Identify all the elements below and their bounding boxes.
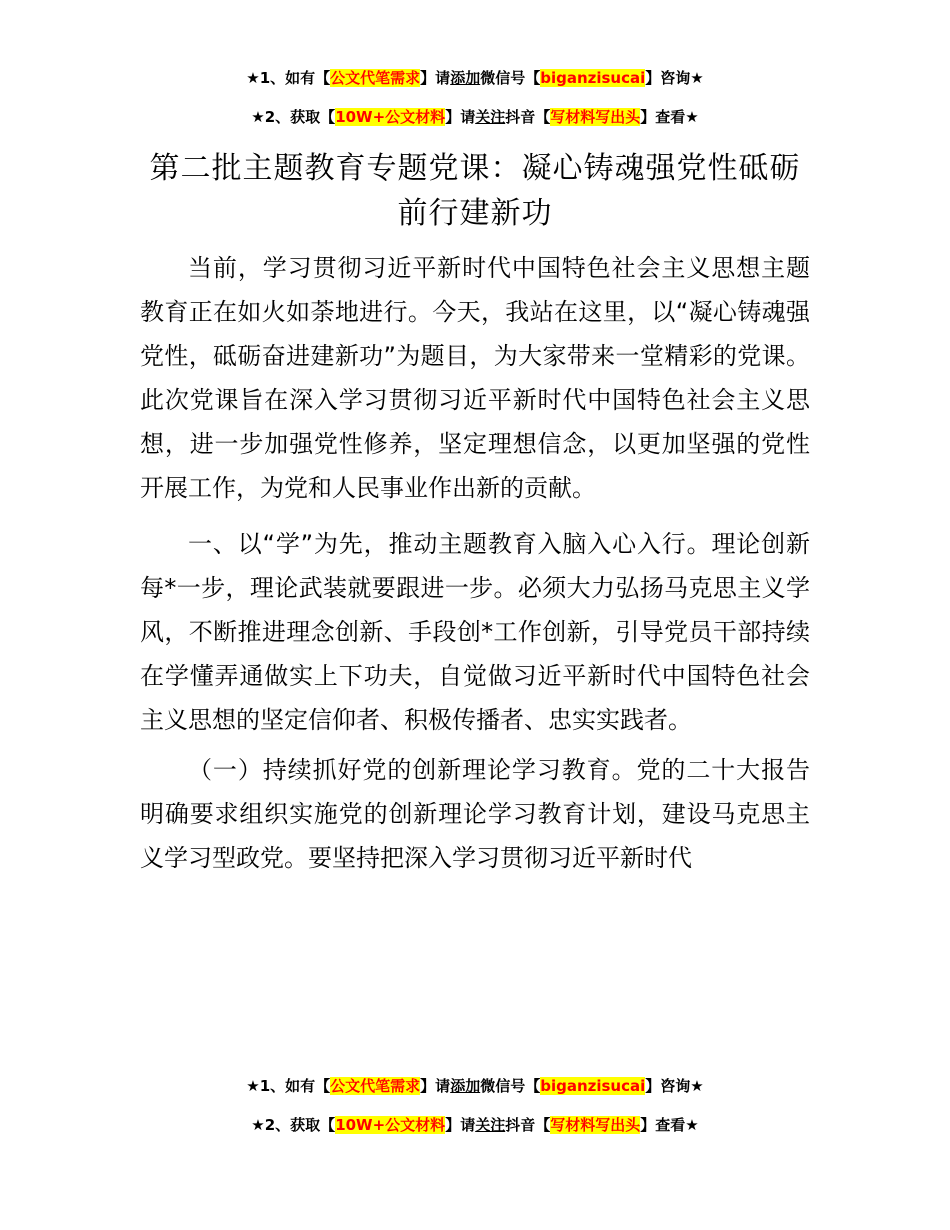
- banner-text: 微信号【: [480, 1077, 541, 1095]
- promo-banner-bottom-line-2: [0, 1115, 950, 1135]
- banner-suffix: 】查看★: [640, 108, 699, 126]
- banner-prefix: ★2、获取【: [251, 1116, 336, 1134]
- banner-text: 抖音【: [505, 1116, 551, 1134]
- banner-suffix: 】咨询★: [645, 69, 704, 87]
- promo-banner-top-line-2: [0, 107, 950, 127]
- document-body: [140, 246, 810, 880]
- paragraph-subsection-1: （一）持续抓好党的创新理论学习教育。党的二十大报告明确要求组织实施党的创新理论学习教育计划，建设马克思主义学习型政党。要坚持把深入学习贯彻习近平新时代: [140, 756, 810, 872]
- banner-prefix: ★1、如有【: [246, 69, 331, 87]
- promo-banner-bottom-line-1: [0, 1076, 950, 1096]
- banner-text: 】请: [445, 108, 476, 126]
- banner-suffix: 】咨询★: [645, 1077, 704, 1095]
- paragraph-section-1: 一、以“学”为先，推动主题教育入脑入心入行。理论创新每*一步，理论武装就要跟进一步。必须大力弘扬马克思主义学风，不断推进理念创新、手段创*工作创新，引导党员干部持续在学懂弄通做实上下功夫，自觉做习近平新时代中国特色社会主义思想的坚定信仰者、积极传播者、忠实实践者。: [140, 530, 810, 734]
- banner-emphasis: 添加: [450, 69, 481, 87]
- paragraph-intro: 当前，学习贯彻习近平新时代中国特色社会主义思想主题教育正在如火如荼地进行。今天，我站在这里，以“凝心铸魂强党性，砥砺奋进建新功”为题目，为大家带来一堂精彩的党课。此次党课旨在深入学习贯彻习近平新时代中国特色社会主义思想，进一步加强党性修养，坚定理想信念，以更加坚强的党性开展工作，为党和人民事业作出新的贡献。: [140, 254, 810, 502]
- banner-highlight-douyin-id: 写材料写出头: [550, 1116, 641, 1134]
- promo-banner-top-line-1: [0, 68, 950, 88]
- banner-prefix: ★1、如有【: [246, 1077, 331, 1095]
- banner-emphasis: 关注: [475, 1116, 506, 1134]
- banner-text: 】请: [420, 1077, 451, 1095]
- banner-highlight-service: 公文代笔需求: [330, 69, 421, 87]
- banner-text: 】请: [445, 1116, 476, 1134]
- banner-highlight-wechat-id: biganzisucai: [540, 69, 646, 87]
- banner-text: 抖音【: [505, 108, 551, 126]
- banner-highlight-materials: 10W+公文材料: [335, 108, 446, 126]
- banner-emphasis: 关注: [475, 108, 506, 126]
- banner-emphasis: 添加: [450, 1077, 481, 1095]
- banner-highlight-service: 公文代笔需求: [330, 1077, 421, 1095]
- banner-highlight-materials: 10W+公文材料: [335, 1116, 446, 1134]
- banner-text: 】请: [420, 69, 451, 87]
- banner-text: 微信号【: [480, 69, 541, 87]
- document-title: 第二批主题教育专题党课：凝心铸魂强党性砥砺前行建新功: [149, 151, 801, 231]
- banner-suffix: 】查看★: [640, 1116, 699, 1134]
- banner-highlight-wechat-id: biganzisucai: [540, 1077, 646, 1095]
- banner-prefix: ★2、获取【: [251, 108, 336, 126]
- banner-highlight-douyin-id: 写材料写出头: [550, 108, 641, 126]
